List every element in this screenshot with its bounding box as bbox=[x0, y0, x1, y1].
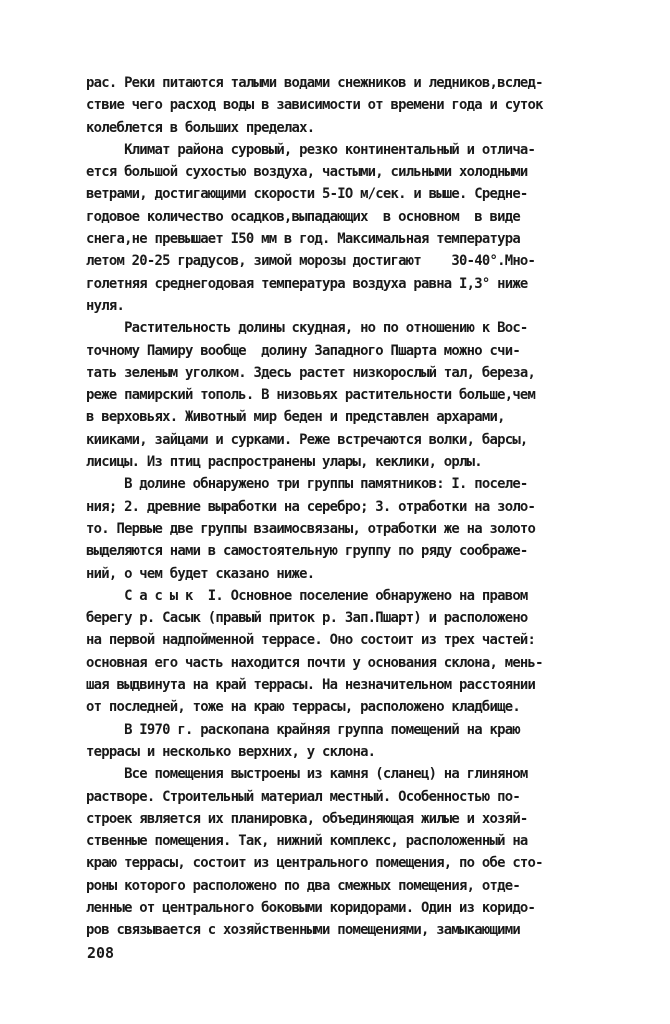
page-number: 208 bbox=[87, 944, 115, 962]
text-line: от последней, тоже на краю террасы, расположено кладбище. bbox=[86, 699, 520, 716]
text-line: В долине обнаружено три группы памятников: I. поселе- bbox=[86, 476, 528, 493]
text-line: реже памирский тополь. В низовьях растительности больше,чем bbox=[86, 387, 536, 404]
text-line: основная его часть находится почти у основания склона, мень- bbox=[86, 654, 543, 671]
text-line: Растительность долины скудная, но по отношению к Вос- bbox=[86, 320, 528, 337]
text-line: тать зеленым уголком. Здесь растет низкорослый тал, береза, bbox=[86, 364, 536, 381]
text-line: кииками, зайцами и сурками. Реже встречаются волки, барсы, bbox=[86, 431, 528, 448]
text-line: берегу р. Сасык (правый приток р. Зап.Пшарт) и расположено bbox=[86, 610, 528, 627]
text-line: лисицы. Из птиц распространены улары, кеклики, орлы. bbox=[86, 454, 482, 471]
text-line: В I970 г. раскопана крайняя группа помещений на краю bbox=[86, 721, 520, 738]
text-line: точному Памиру вообще долину Западного Пшарта можно счи- bbox=[86, 342, 520, 359]
text-line: роны которого расположено по два смежных помещения, отде- bbox=[86, 877, 520, 894]
text-line: то. Первые две группы взаимосвязаны, отработки же на золото bbox=[86, 520, 536, 537]
text-line: Все помещения выстроены из камня (сланец) на глиняном bbox=[86, 766, 528, 783]
text-line: ветрами, достигающими скорости 5-IO м/сек. и выше. Средне- bbox=[86, 186, 528, 203]
text-line: ствие чего расход воды в зависимости от времени года и суток bbox=[86, 97, 543, 114]
text-line: выделяются нами в самостоятельную группу по ряду соображе- bbox=[86, 543, 528, 560]
text-line: краю террасы, состоит из центрального помещения, по обе сто- bbox=[86, 855, 543, 872]
text-line: рас. Реки питаются талыми водами снежников и ледников,вслед- bbox=[86, 75, 543, 91]
text-line: ленные от центрального боковыми коридорами. Один из коридо- bbox=[86, 899, 536, 916]
text-line: колеблется в больших пределах. bbox=[86, 119, 315, 136]
text-line: годовое количество осадков,выпадающих в основном в виде bbox=[86, 208, 520, 225]
text-line: голетняя среднегодовая температура воздуха равна I,3° ниже bbox=[86, 275, 528, 292]
text-line: ров связывается с хозяйственными помещениями, замыкающими bbox=[86, 922, 520, 939]
page-body-text bbox=[86, 72, 616, 942]
text-line: летом 20-25 градусов, зимой морозы достигают 30-40°.Мно- bbox=[86, 253, 536, 270]
text-line: растворе. Строительный материал местный. Особенностью по- bbox=[86, 788, 520, 805]
text-line: ния; 2. древние выработки на серебро; 3. отработки на золо- bbox=[86, 498, 536, 515]
text-line: террасы и несколько верхних, у склона. bbox=[86, 743, 376, 760]
text-line: на первой надпойменной террасе. Оно состоит из трех частей: bbox=[86, 632, 536, 649]
text-line: снега,не превышает I50 мм в год. Максимальная температура bbox=[86, 231, 520, 248]
text-line: ственные помещения. Так, нижний комплекс, расположенный на bbox=[86, 833, 528, 850]
text-line: ется большой сухостью воздуха, частыми, сильными холодными bbox=[86, 164, 528, 181]
text-line: нуля. bbox=[86, 297, 125, 314]
text-line: строек является их планировка, объединяющая жилые и хозяй- bbox=[86, 810, 528, 827]
text-line: С а с ы к I. Основное поселение обнаружено на правом bbox=[86, 587, 528, 604]
text-line: Климат района суровый, резко континентальный и отлича- bbox=[86, 141, 536, 158]
text-line: ний, о чем будет сказано ниже. bbox=[86, 565, 315, 582]
text-line: в верховьях. Животный мир беден и представлен архарами, bbox=[86, 409, 505, 426]
text-line: шая выдвинута на край террасы. На незначительном расстоянии bbox=[86, 677, 536, 694]
